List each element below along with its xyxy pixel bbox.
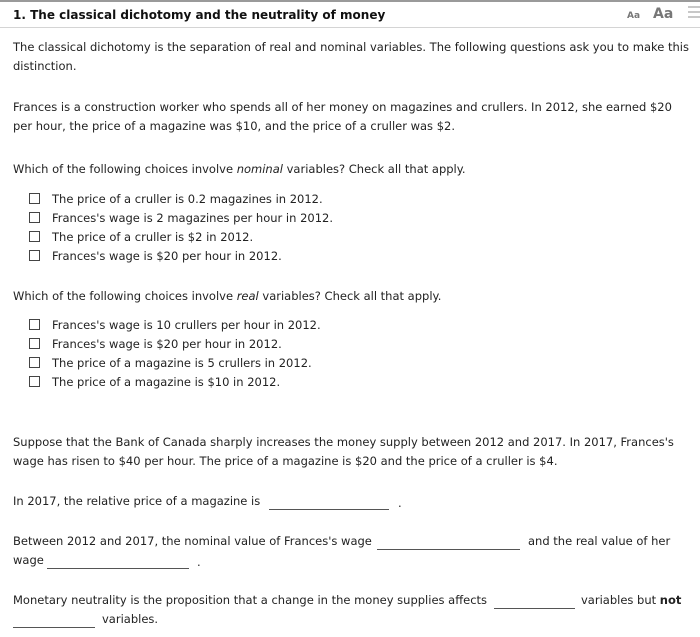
checkbox[interactable] [29, 231, 40, 242]
question2-prompt: Which of the following choices involve real variables? Check all that apply. [13, 289, 442, 303]
fill1-prompt: In 2017, the relative price of a magazine is [13, 494, 261, 508]
question1-option[interactable]: The price of a cruller is $2 in 2012. [29, 227, 333, 246]
fill3-middle: variables but not [581, 593, 682, 607]
menu-icon[interactable] [688, 6, 700, 22]
nominal-wage-dropdown[interactable] [377, 535, 520, 550]
scenario-text: Frances is a construction worker who spends all of her money on magazines and crullers. In 2012, she earned $20 per hour, the price of a magazine was $10, and the price of a cruller was $2. [13, 100, 672, 133]
relative-price-dropdown[interactable] [269, 495, 389, 510]
question1-option[interactable]: The price of a cruller is 0.2 magazines in 2012. [29, 189, 333, 208]
checkbox[interactable] [29, 357, 40, 368]
question-header [0, 2, 700, 28]
question2-option[interactable]: The price of a magazine is $10 in 2012. [29, 372, 321, 391]
unaffected-variables-dropdown[interactable] [13, 613, 95, 628]
intro-text: The classical dichotomy is the separation of real and nominal variables. The following questions ask you to make this distinction. [13, 40, 689, 73]
checkbox[interactable] [29, 319, 40, 330]
fill2-wage-label: wage [13, 553, 44, 567]
question1-prompt: Which of the following choices involve nominal variables? Check all that apply. [13, 162, 466, 176]
fill1-period: . [398, 496, 402, 510]
affected-variables-dropdown[interactable] [494, 594, 575, 609]
fill3-suffix: variables. [102, 612, 159, 626]
question2-option[interactable]: Frances's wage is 10 crullers per hour in 2012. [29, 315, 321, 334]
increase-font-button[interactable]: Aa [653, 6, 674, 22]
scenario2-text: Suppose that the Bank of Canada sharply increases the money supply between 2012 and 2017. In 2017, Frances's wage has risen to $40 per hour. The price of a magazine is $20 and the price of a cruller is $4. [13, 435, 674, 468]
question1-option[interactable]: Frances's wage is 2 magazines per hour in 2012. [29, 208, 333, 227]
fill3-prompt: Monetary neutrality is the proposition that a change in the money supplies affects [13, 593, 488, 607]
checkbox[interactable] [29, 338, 40, 349]
question-title: 1. The classical dichotomy and the neutrality of money [13, 8, 386, 22]
question2-option[interactable]: The price of a magazine is 5 crullers in 2012. [29, 353, 321, 372]
question1-options [29, 189, 333, 265]
fill2-prompt: Between 2012 and 2017, the nominal value of Frances's wage [13, 534, 372, 548]
checkbox[interactable] [29, 193, 40, 204]
checkbox[interactable] [29, 376, 40, 387]
question2-option[interactable]: Frances's wage is $20 per hour in 2012. [29, 334, 321, 353]
checkbox[interactable] [29, 250, 40, 261]
checkbox[interactable] [29, 212, 40, 223]
question2-options [29, 315, 321, 391]
fill2-middle: and the real value of her [528, 534, 671, 548]
real-wage-dropdown[interactable] [47, 554, 189, 569]
decrease-font-button[interactable]: Aa [627, 11, 641, 21]
question1-option[interactable]: Frances's wage is $20 per hour in 2012. [29, 246, 333, 265]
fill2-period: . [197, 555, 201, 569]
